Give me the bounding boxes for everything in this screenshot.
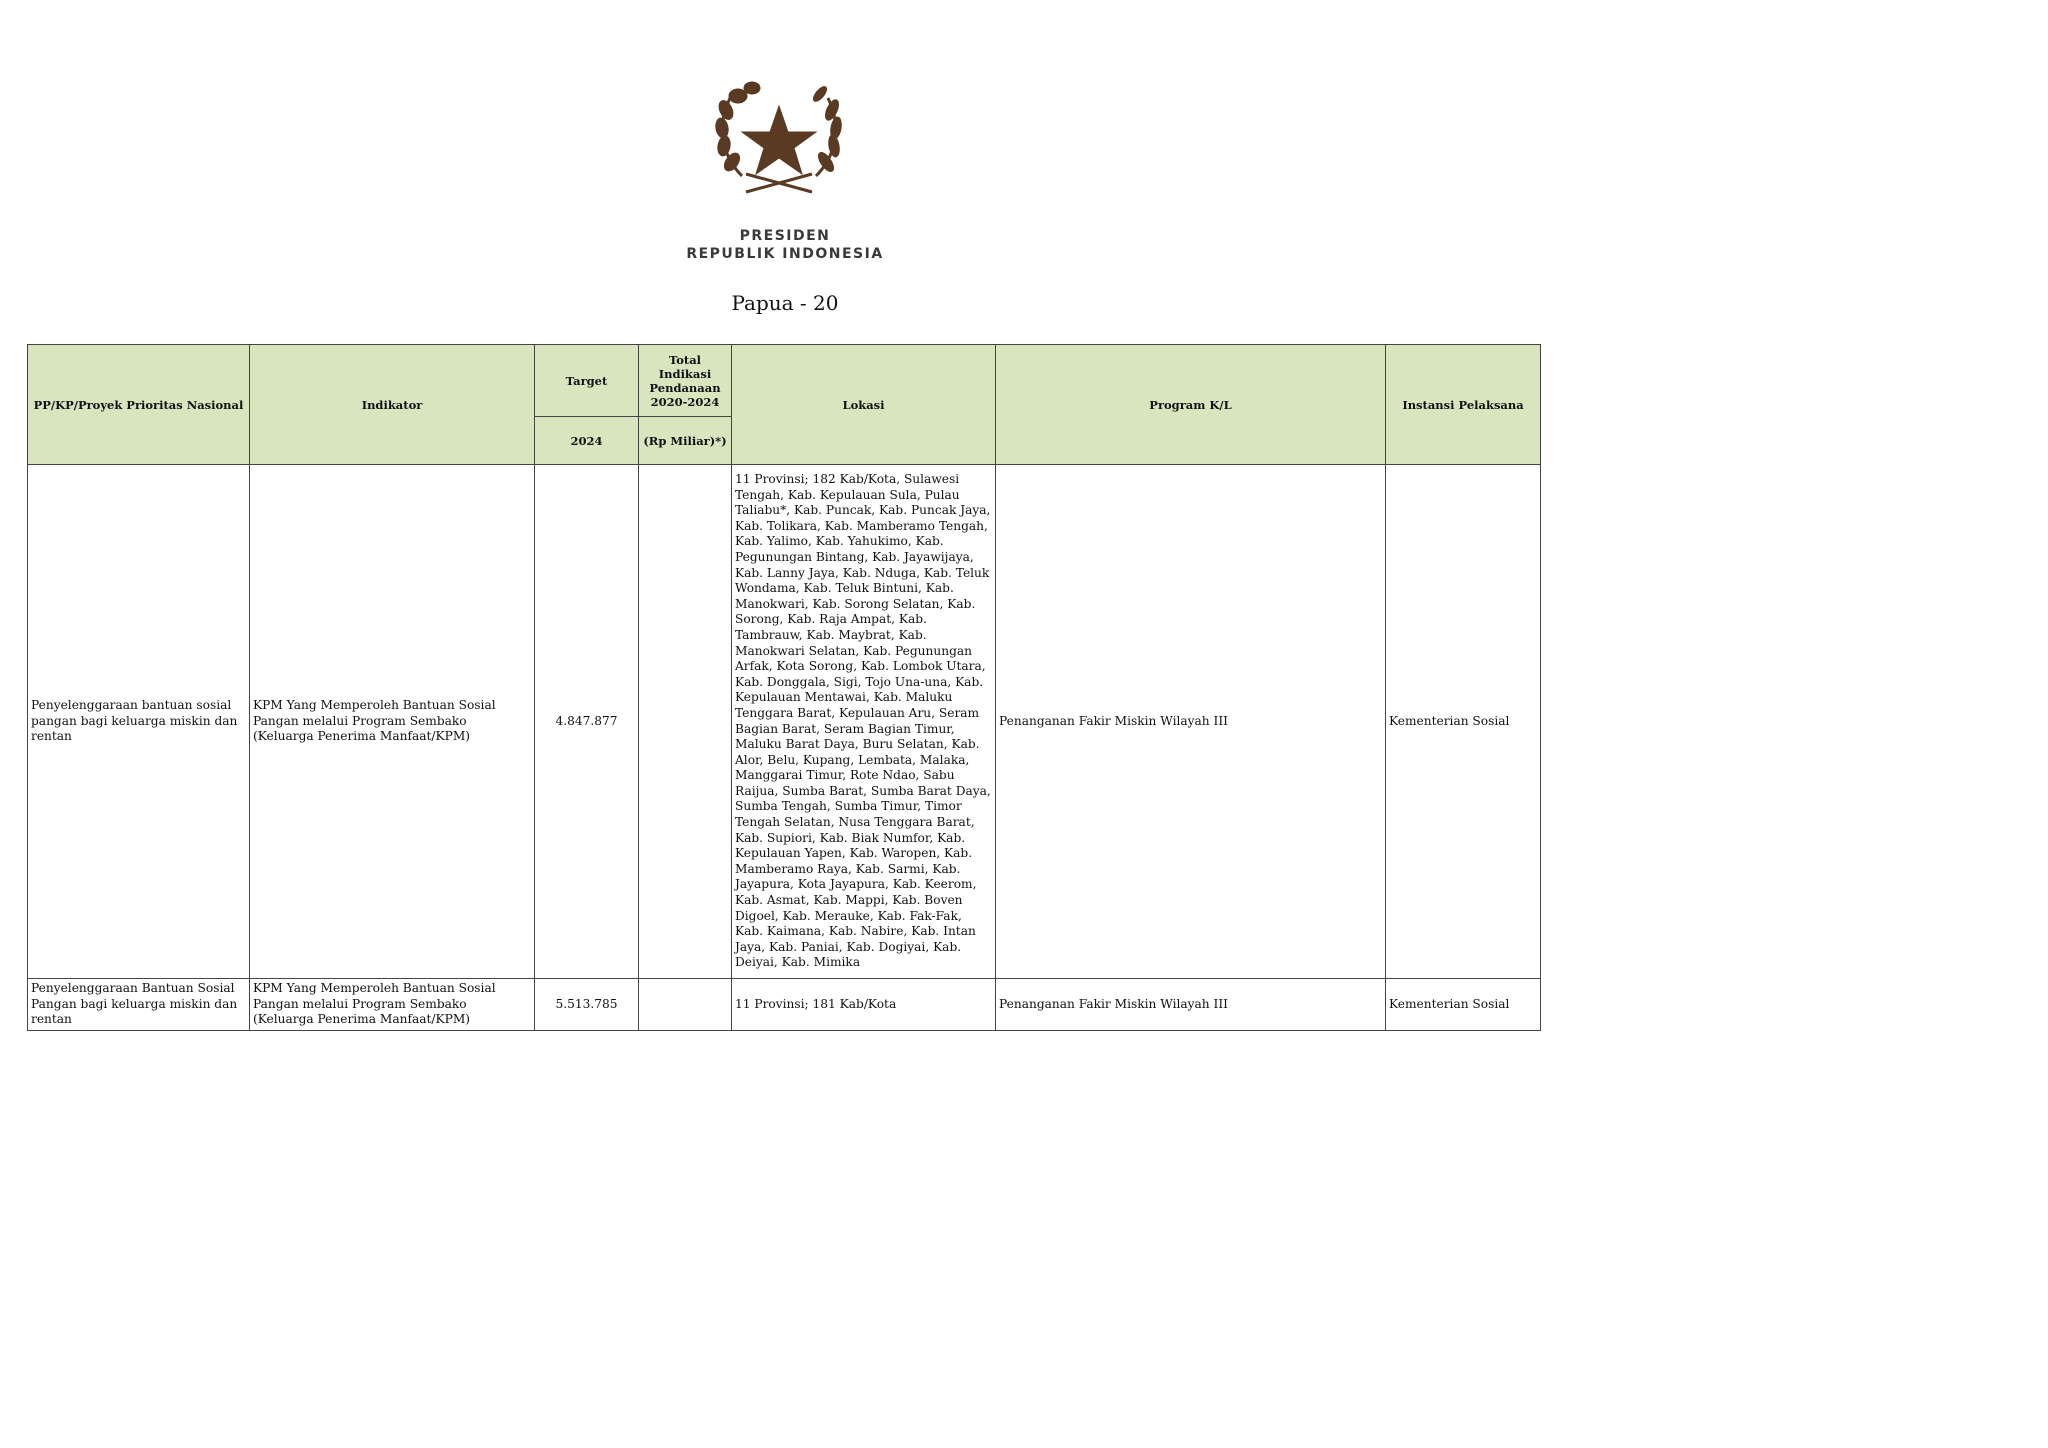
header-priority: PP/KP/Proyek Prioritas Nasional xyxy=(28,345,250,465)
header-agency: Instansi Pelaksana xyxy=(1386,345,1541,465)
cell-location: 11 Provinsi; 181 Kab/Kota xyxy=(732,979,996,1031)
garuda-star-wreath-emblem-icon xyxy=(712,76,846,200)
header-funding: Total Indikasi Pendanaan 2020-2024 xyxy=(639,345,732,417)
cell-funding xyxy=(639,465,732,979)
cell-program: Penanganan Fakir Miskin Wilayah III xyxy=(996,979,1386,1031)
page-title: Papua - 20 xyxy=(731,291,839,315)
seal-line-republik-indonesia: REPUBLIK INDONESIA xyxy=(686,246,884,262)
cell-indicator: KPM Yang Memperoleh Bantuan Sosial Pangan melalui Program Sembako (Keluarga Penerima Manfaat/KPM) xyxy=(250,979,535,1031)
cell-target: 5.513.785 xyxy=(535,979,639,1031)
cell-target: 4.847.877 xyxy=(535,465,639,979)
header-indicator: Indikator xyxy=(250,345,535,465)
table-row xyxy=(28,465,1541,979)
seal-line-presiden: PRESIDEN xyxy=(739,228,831,244)
header-target-year: 2024 xyxy=(535,417,639,465)
cell-priority: Penyelenggaraan bantuan sosial pangan bagi keluarga miskin dan rentan xyxy=(28,465,250,979)
header-location: Lokasi xyxy=(732,345,996,465)
cell-priority: Penyelenggaraan Bantuan Sosial Pangan bagi keluarga miskin dan rentan xyxy=(28,979,250,1031)
cell-funding xyxy=(639,979,732,1031)
header-target: Target xyxy=(535,345,639,417)
header-funding-unit: (Rp Miliar)*) xyxy=(639,417,732,465)
header-program: Program K/L xyxy=(996,345,1386,465)
cell-agency: Kementerian Sosial xyxy=(1386,979,1541,1031)
cell-location: 11 Provinsi; 182 Kab/Kota, Sulawesi Tengah, Kab. Kepulauan Sula, Pulau Taliabu*, Kab. Puncak, Kab. Puncak Jaya, Kab. Tolikara, Kab. Mamberamo Tengah, Kab. Yalimo, Kab. Yahukimo, Kab. Pegunungan Bintang, Kab. Jayawijaya, Kab. Lanny Jaya, Kab. Nduga, Kab. Teluk Wondama, Kab. Teluk Bintuni, Kab. Manokwari, Kab. Sorong Selatan, Kab. Sorong, Kab. Raja Ampat, Kab. Tambrauw, Kab. Maybrat, Kab. Manokwari Selatan, Kab. Pegunungan Arfak, Kota Sorong, Kab. Lombok Utara, Kab. Donggala, Sigi, Tojo Una-una, Kab. Kepulauan Mentawai, Kab. Maluku Tenggara Barat, Kepulauan Aru, Seram Bagian Barat, Seram Bagian Timur, Maluku Barat Daya, Buru Selatan, Kab. Alor, Belu, Kupang, Lembata, Malaka, Manggarai Timur, Rote Ndao, Sabu Raijua, Sumba Barat, Sumba Barat Daya, Sumba Tengah, Sumba Timur, Timor Tengah Selatan, Nusa Tenggara Barat, Kab. Supiori, Kab. Biak Numfor, Kab. Kepulauan Yapen, Kab. Waropen, Kab. Mamberamo Raya, Kab. Sarmi, Kab. Jayapura, Kota Jayapura, Kab. Keerom, Kab. Asmat, Kab. Mappi, Kab. Boven Digoel, Kab. Merauke, Kab. Fak-Fak, Kab. Kaimana, Kab. Nabire, Kab. Intan Jaya, Kab. Paniai, Kab. Dogiyai, Kab. Deiyai, Kab. Mimika xyxy=(732,465,996,979)
cell-indicator: KPM Yang Memperoleh Bantuan Sosial Pangan melalui Program Sembako (Keluarga Penerima Manfaat/KPM) xyxy=(250,465,535,979)
cell-program: Penanganan Fakir Miskin Wilayah III xyxy=(996,465,1386,979)
cell-agency: Kementerian Sosial xyxy=(1386,465,1541,979)
table-row xyxy=(28,979,1541,1031)
priority-projects-table xyxy=(27,344,1541,1031)
